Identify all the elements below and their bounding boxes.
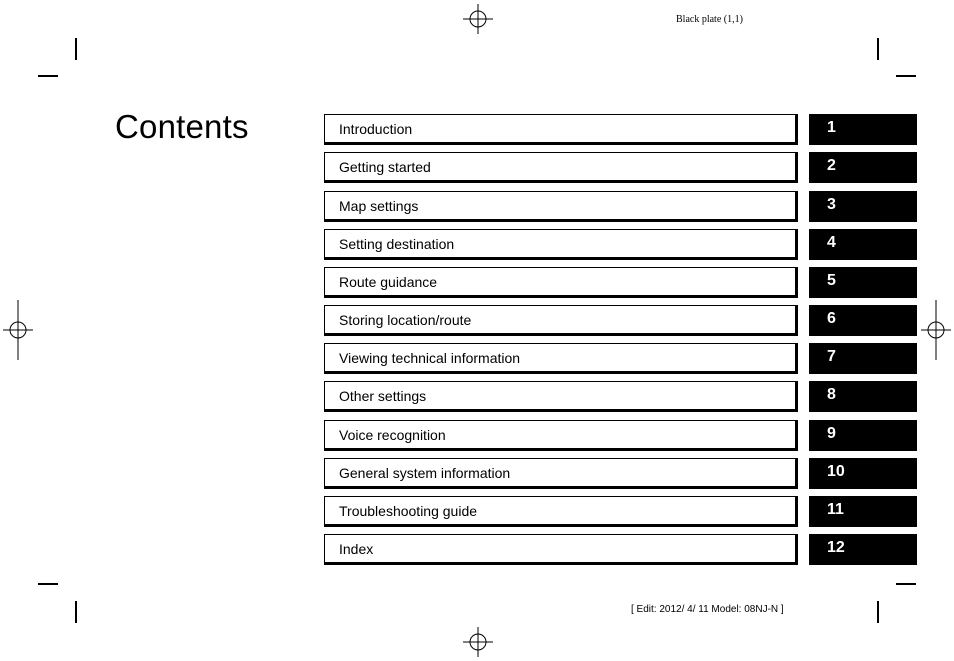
- registration-mark-left-icon: [3, 300, 33, 360]
- chapter-tab-7[interactable]: [809, 343, 917, 374]
- chapter-tab-3[interactable]: [809, 191, 917, 222]
- chapter-number: 8: [827, 386, 836, 403]
- chapter-tab-2[interactable]: [809, 152, 917, 183]
- crop-mark-top-right-vertical: [877, 38, 879, 60]
- chapter-tab-9[interactable]: [809, 420, 917, 451]
- toc-label: Index: [339, 541, 374, 557]
- toc-row-voice-recognition: [324, 420, 917, 451]
- chapter-number: 11: [827, 501, 844, 518]
- chapter-tab-11[interactable]: [809, 496, 917, 527]
- chapter-number: 1: [827, 119, 836, 136]
- chapter-tab-6[interactable]: [809, 305, 917, 336]
- toc-link-setting-destination[interactable]: [324, 229, 798, 260]
- chapter-number: 7: [827, 348, 836, 365]
- chapter-tab-1[interactable]: [809, 114, 917, 145]
- crop-mark-bottom-right-horizontal: [896, 583, 916, 585]
- toc-link-route-guidance[interactable]: [324, 267, 798, 298]
- toc-label: Map settings: [339, 198, 419, 214]
- chapter-tab-8[interactable]: [809, 381, 917, 412]
- toc-row-troubleshooting-guide: [324, 496, 917, 527]
- chapter-number: 5: [827, 272, 836, 289]
- toc-label: Troubleshooting guide: [339, 503, 478, 519]
- toc-row-introduction: [324, 114, 917, 145]
- toc-link-introduction[interactable]: [324, 114, 798, 145]
- crop-mark-bottom-left-horizontal: [38, 583, 58, 585]
- crop-mark-top-right-horizontal: [896, 75, 916, 77]
- chapter-tab-5[interactable]: [809, 267, 917, 298]
- toc-link-index[interactable]: [324, 534, 798, 565]
- toc-link-viewing-technical-information[interactable]: [324, 343, 798, 374]
- chapter-tab-10[interactable]: [809, 458, 917, 489]
- toc-label: Viewing technical information: [339, 350, 521, 366]
- toc-row-map-settings: [324, 191, 917, 222]
- toc-link-getting-started[interactable]: [324, 152, 798, 183]
- toc-label: Route guidance: [339, 274, 438, 290]
- toc-row-other-settings: [324, 381, 917, 412]
- toc-label: Storing location/route: [339, 312, 472, 328]
- toc-label: Voice recognition: [339, 427, 446, 443]
- chapter-number: 3: [827, 196, 836, 213]
- page-title: Contents: [115, 108, 249, 145]
- toc-row-index: [324, 534, 917, 565]
- chapter-number: 6: [827, 310, 836, 327]
- chapter-number: 12: [827, 539, 845, 556]
- toc-link-troubleshooting-guide[interactable]: [324, 496, 798, 527]
- registration-mark-bottom-icon: [463, 627, 493, 657]
- toc-link-other-settings[interactable]: [324, 381, 798, 412]
- toc-link-general-system-information[interactable]: [324, 458, 798, 489]
- crop-mark-bottom-right-vertical: [877, 601, 879, 623]
- toc-row-general-system-information: [324, 458, 917, 489]
- toc-link-storing-location-route[interactable]: [324, 305, 798, 336]
- toc-row-viewing-technical-information: [324, 343, 917, 374]
- registration-mark-top-icon: [463, 4, 493, 34]
- chapter-tab-4[interactable]: [809, 229, 917, 260]
- chapter-number: 2: [827, 157, 836, 174]
- toc-label: Setting destination: [339, 236, 455, 252]
- toc-label: Other settings: [339, 388, 427, 404]
- toc-link-voice-recognition[interactable]: [324, 420, 798, 451]
- plate-label: Black plate (1,1): [676, 14, 743, 25]
- toc-label: Introduction: [339, 121, 413, 137]
- chapter-number: 9: [827, 425, 836, 442]
- chapter-tab-12[interactable]: [809, 534, 917, 565]
- toc-row-getting-started: [324, 152, 917, 183]
- toc-row-setting-destination: [324, 229, 917, 260]
- registration-mark-right-icon: [921, 300, 951, 360]
- toc-row-storing-location-route: [324, 305, 917, 336]
- edit-info: [ Edit: 2012/ 4/ 11 Model: 08NJ-N ]: [631, 604, 784, 615]
- toc-row-route-guidance: [324, 267, 917, 298]
- toc-link-map-settings[interactable]: [324, 191, 798, 222]
- chapter-number: 10: [827, 463, 845, 480]
- toc-label: General system information: [339, 465, 511, 481]
- crop-mark-bottom-left-vertical: [75, 601, 77, 623]
- crop-mark-top-left-vertical: [75, 38, 77, 60]
- crop-mark-top-left-horizontal: [38, 75, 58, 77]
- chapter-number: 4: [827, 234, 836, 251]
- toc-label: Getting started: [339, 159, 431, 175]
